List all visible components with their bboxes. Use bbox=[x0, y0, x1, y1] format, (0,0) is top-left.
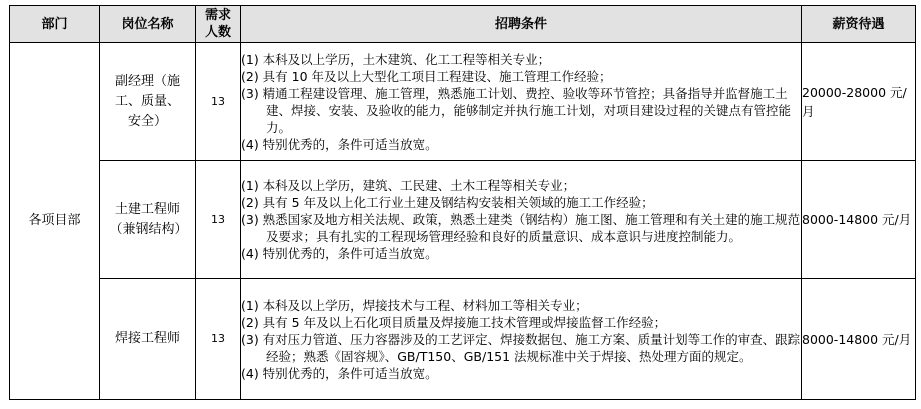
requirements-cell bbox=[241, 279, 802, 400]
requirements-cell bbox=[241, 43, 802, 161]
position-cell bbox=[100, 161, 196, 279]
table-row bbox=[10, 43, 916, 161]
requirement-item: (3) 熟悉国家及地方相关法规、政策，熟悉土建类（钢结构）施工图、施工管理和有关土建的施工规范及要求；具有扎实的工程现场管理经验和良好的质量意识、成本意识与进度控制能力。 bbox=[241, 212, 801, 244]
position-title: 土建工程师（兼钢结构） bbox=[109, 201, 188, 237]
requirement-item: (4) 特别优秀的，条件可适当放宽。 bbox=[241, 136, 438, 152]
requirement-item: (4) 特别优秀的，条件可适当放宽。 bbox=[241, 365, 438, 381]
requirement-item: (1) 本科及以上学历，焊接技术与工程、材料加工等相关专业； bbox=[241, 297, 588, 313]
requirement-item: (1) 本科及以上学历，建筑、工民建、土木工程等相关专业； bbox=[241, 178, 576, 193]
department-cell: 各项目部 bbox=[10, 43, 100, 400]
requirement-item: (3) 有对压力管道、压力容器涉及的工艺评定、焊接数据包、施工方案、质量计划等工作的审查、跟踪经验；熟悉《固容规》、GB/T150、GB/151 法规标准中关于焊接、热处理方面的规定。 bbox=[241, 331, 801, 364]
position-title: 副经理（施工、质量、安全） bbox=[114, 73, 180, 129]
position-title: 焊接工程师 bbox=[114, 331, 180, 346]
salary-cell: 20000-28000 元/月 bbox=[802, 43, 916, 161]
table-row bbox=[10, 279, 916, 400]
count-cell: 13 bbox=[196, 279, 241, 400]
header-requirements: 招聘条件 bbox=[241, 6, 802, 43]
requirement-item: (3) 精通工程建设管理、施工管理，熟悉施工计划、费控、验收等环节管控；具备指导并监督施工土建、焊接、安装、及验收的能力，能够制定并执行施工计划，对项目建设过程的关键点有管控能力。 bbox=[241, 85, 792, 135]
header-salary: 薪资待遇 bbox=[802, 6, 916, 43]
position-cell bbox=[100, 279, 196, 400]
header-count-label: 需求人数 bbox=[204, 8, 231, 40]
requirements-cell bbox=[241, 161, 802, 279]
count-cell: 13 bbox=[196, 43, 241, 161]
requirement-item: (2) 具有 5 年及以上化工行业土建及钢结构安装相关领域的施工工作经验； bbox=[241, 195, 654, 210]
header-position: 岗位名称 bbox=[100, 6, 196, 43]
table-row bbox=[10, 161, 916, 279]
requirement-item: (4) 特别优秀的，条件可适当放宽。 bbox=[241, 246, 438, 261]
requirement-item: (2) 具有 10 年及以上大型化工项目工程建设、施工管理工作经验； bbox=[241, 68, 612, 84]
position-cell bbox=[100, 43, 196, 161]
recruitment-table bbox=[9, 5, 916, 400]
salary-cell: 8000-14800 元/月 bbox=[802, 161, 916, 279]
count-cell: 13 bbox=[196, 161, 241, 279]
salary-cell: 8000-14800 元/月 bbox=[802, 279, 916, 400]
requirement-item: (1) 本科及以上学历，土木建筑、化工工程等相关专业； bbox=[241, 51, 551, 67]
header-department: 部门 bbox=[10, 6, 100, 43]
header-count bbox=[196, 6, 241, 43]
requirement-item: (2) 具有 5 年及以上石化项目质量及焊接施工技术管理或焊接监督工作经验； bbox=[241, 314, 667, 330]
header-row bbox=[10, 6, 916, 43]
